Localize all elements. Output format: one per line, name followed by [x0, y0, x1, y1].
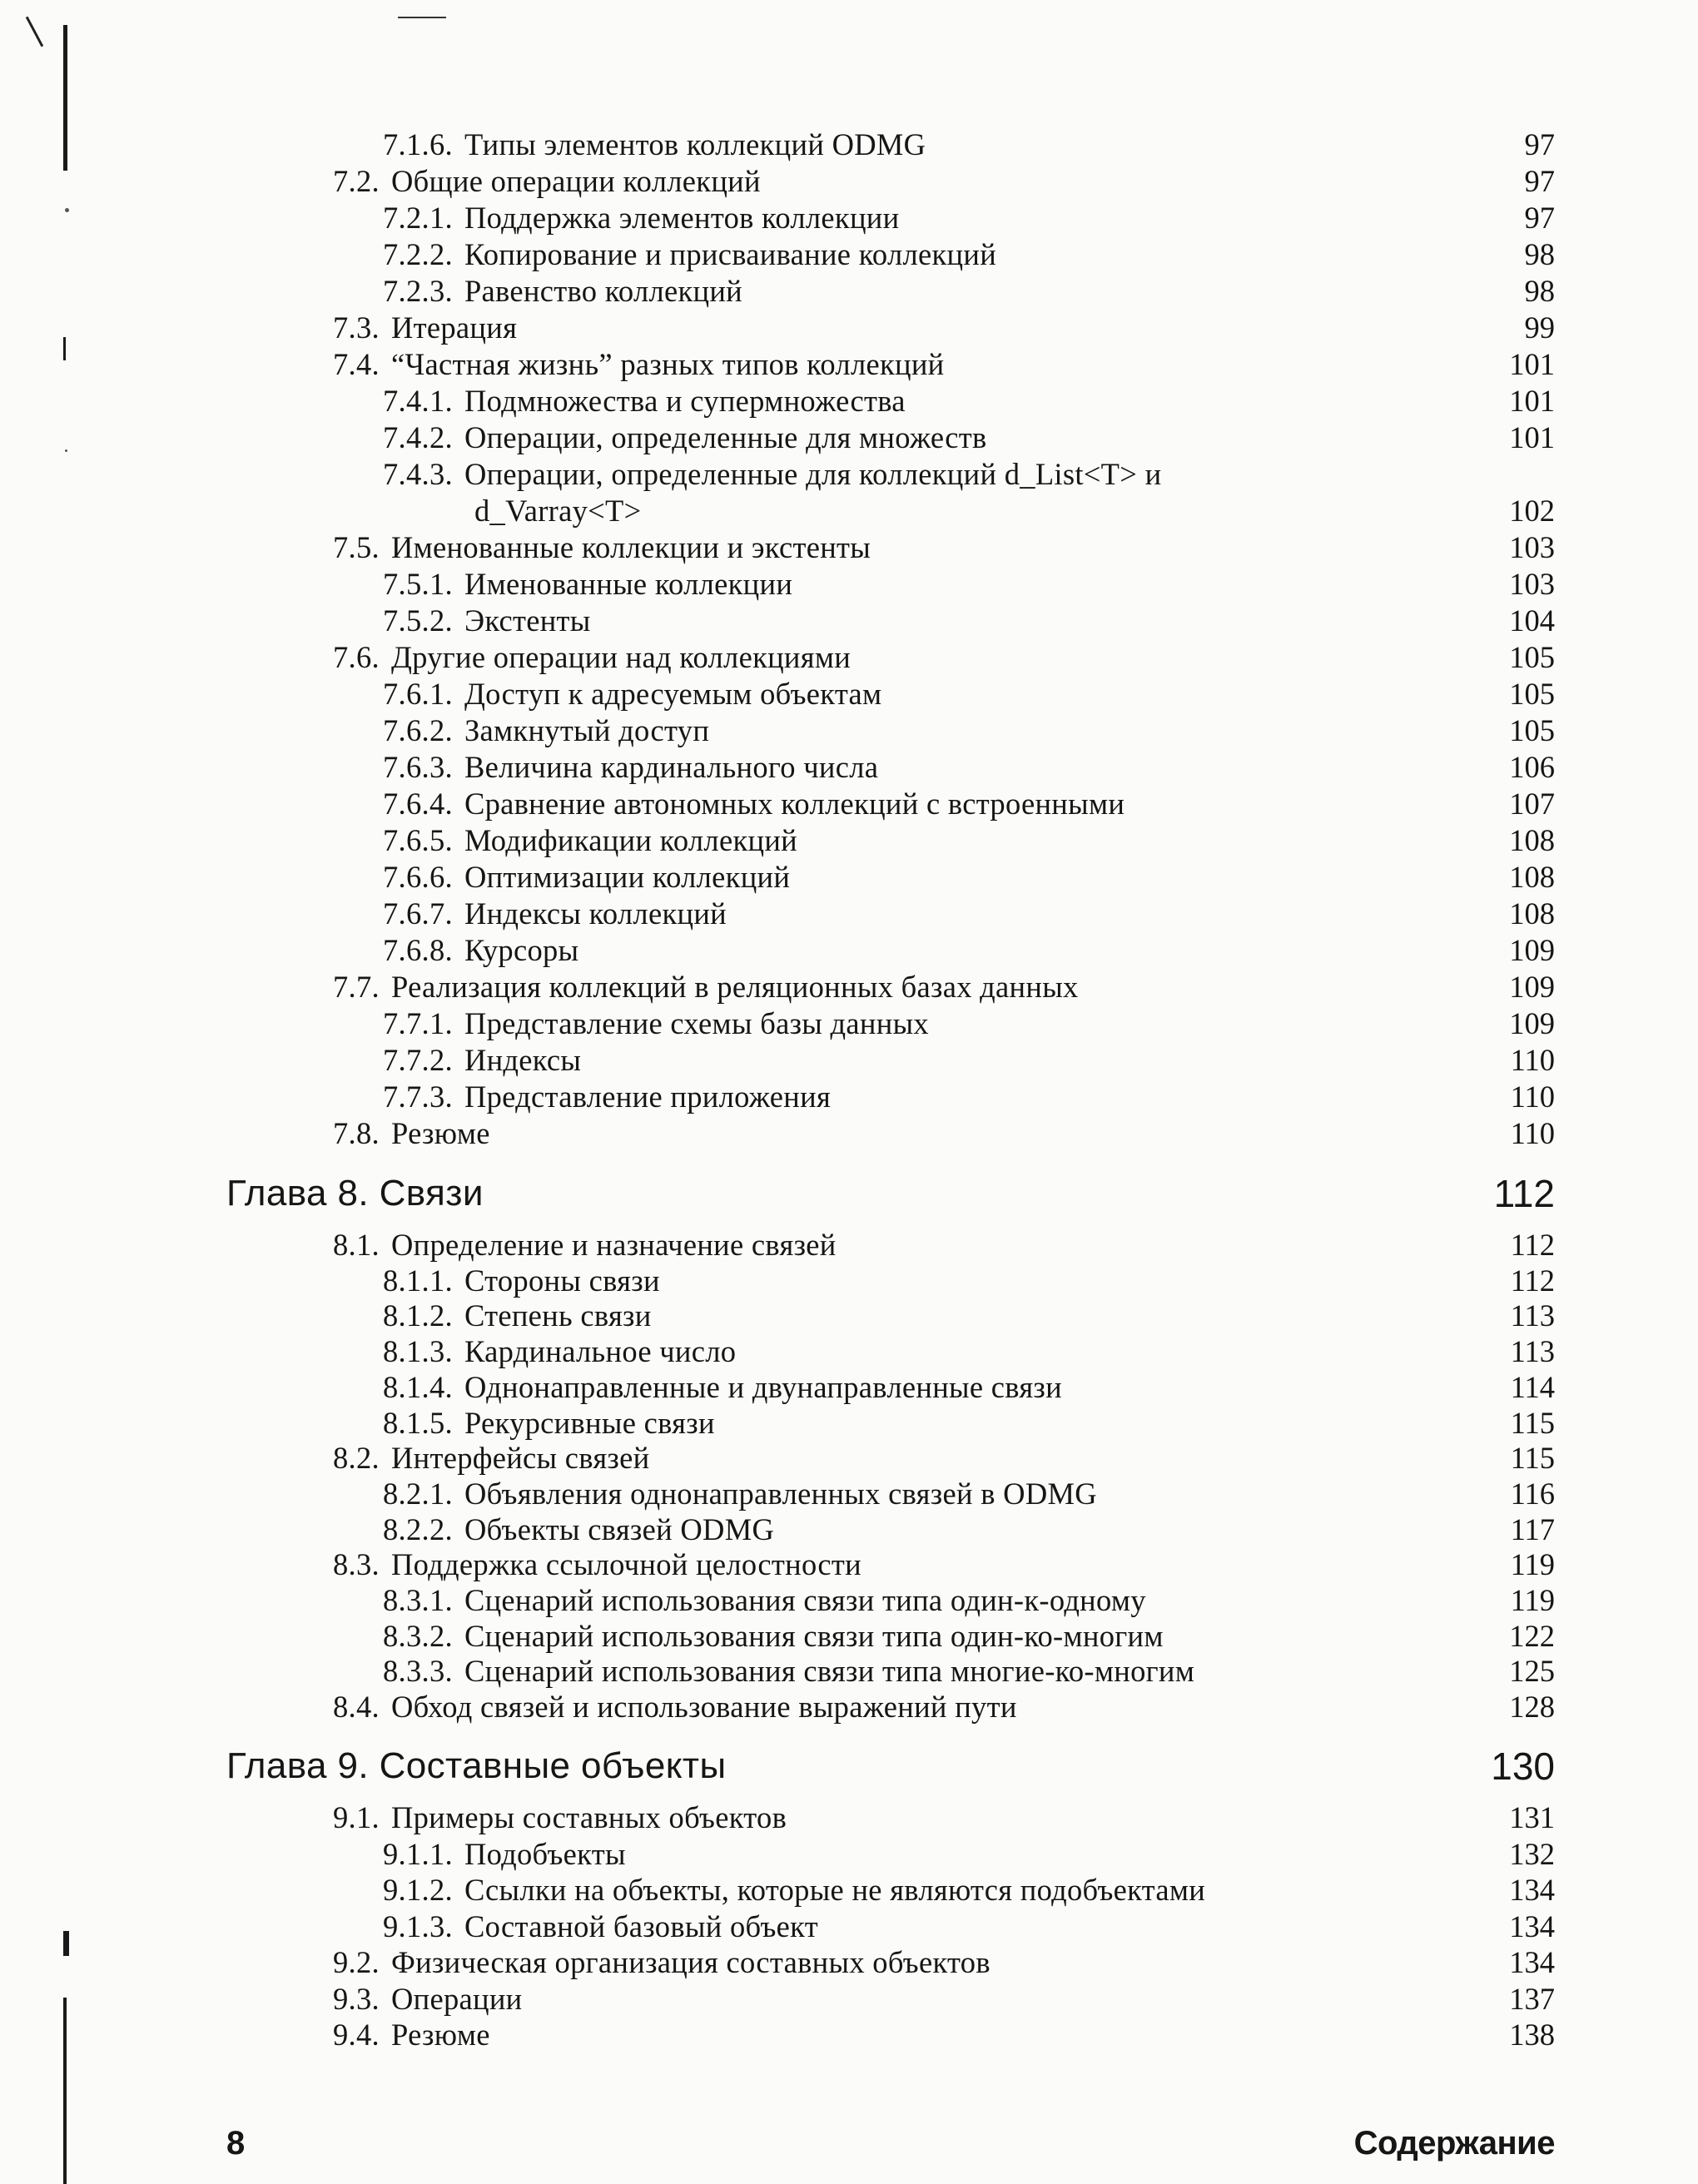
toc-entry-number: 8.2.1. [383, 1476, 453, 1511]
toc-entry[interactable] [383, 1079, 831, 1115]
toc-entry[interactable] [383, 1005, 929, 1042]
toc-entry-page: 105 [1509, 713, 1555, 747]
toc-entry-number: 7.6.6. [383, 860, 453, 894]
toc-entry-number: 7.7.3. [383, 1080, 453, 1114]
footer-running-title: Содержание [1353, 2125, 1555, 2162]
toc-entry-page: 102 [1509, 494, 1555, 528]
toc-entry-number: 8.2.2. [383, 1511, 453, 1546]
toc-entry-title: Подобъекты [464, 1836, 626, 1871]
toc-entry-number: 7.5. [333, 530, 380, 564]
toc-entry-page: 106 [1509, 750, 1555, 784]
footer-page-number: 8 [226, 2125, 246, 2162]
toc-entry-number: 8.1.4. [383, 1369, 453, 1404]
toc-entry-number: 7.6.1. [383, 677, 453, 711]
toc-entry-title: Модификации коллекций [464, 823, 797, 857]
toc-entry-number: 7.4. [333, 347, 380, 381]
toc-entry[interactable] [333, 163, 761, 200]
toc-entry[interactable] [383, 1298, 652, 1334]
toc-entry-page: 134 [1509, 1909, 1555, 1943]
toc-entry[interactable] [383, 200, 899, 236]
toc-entry-title: “Частная жизнь” разных типов коллекций [390, 347, 945, 381]
toc-entry-page: 112 [1510, 1263, 1555, 1298]
toc-entry-title: Типы элементов коллекций ODMG [464, 127, 926, 161]
toc-entry-page: 114 [1510, 1369, 1555, 1404]
toc-entry-title: Примеры составных объектов [390, 1800, 787, 1834]
toc-entry-title: Ссылки на объекты, которые не являются подобъектами [464, 1873, 1206, 1907]
toc-entry[interactable] [383, 566, 792, 603]
toc-entry-page: 97 [1524, 127, 1555, 161]
toc-entry-number: 8.1. [333, 1228, 380, 1262]
toc-entry-title: Индексы [464, 1043, 582, 1077]
toc-entry-number: 7.2. [333, 164, 380, 198]
toc-entry[interactable] [333, 1440, 649, 1477]
toc-entry[interactable] [333, 1546, 861, 1583]
toc-entry-page: 109 [1509, 933, 1555, 967]
toc-entry-title: Объявления однонаправленных связей в ODMG [464, 1476, 1097, 1511]
toc-entry-title: Величина кардинального числа [464, 750, 879, 784]
chapter-8-page: 112 [1493, 1172, 1555, 1215]
toc-entry-page: 104 [1509, 603, 1555, 638]
toc-entry-page: 122 [1509, 1618, 1555, 1653]
toc-entry-page: 97 [1524, 164, 1555, 198]
toc-entry[interactable] [333, 346, 945, 383]
toc-entry-title: Степень связи [464, 1298, 652, 1333]
toc-entry-number: 7.3. [333, 310, 380, 345]
toc-entry-title: Обход связей и использование выражений пути [390, 1690, 1017, 1725]
toc-entry-page: 116 [1510, 1476, 1555, 1511]
toc-entry-continuation: d_Varray<T> [474, 494, 642, 528]
toc-entry-title: Объекты связей ODMG [464, 1511, 775, 1546]
toc-entry-title: Доступ к адресуемым объектам [464, 677, 882, 711]
toc-entry-page: 110 [1510, 1043, 1555, 1077]
toc-entry-title: Экстенты [464, 603, 591, 638]
toc-entry-number: 7.6.3. [383, 750, 453, 784]
toc-entry-number: 8.3.3. [383, 1654, 453, 1689]
toc-entry-title: Сценарий использования связи типа один-ко-многим [464, 1618, 1164, 1653]
toc-entry-title: Составной базовый объект [464, 1909, 818, 1943]
toc-entry-number: 8.3.1. [383, 1583, 453, 1617]
toc-entry-number: 7.1.6. [383, 127, 453, 161]
toc-entry-number: 7.5.2. [383, 603, 453, 638]
toc-entry-number: 8.2. [333, 1441, 380, 1476]
toc-entry-title: Физическая организация составных объектов [390, 1945, 990, 1979]
toc-entry-title: Сравнение автономных коллекций с встроенными [464, 787, 1125, 821]
toc-entry[interactable] [383, 456, 1161, 493]
toc-entry-title: Копирование и присваивание коллекций [464, 237, 997, 271]
toc-entry-title: Представление схемы базы данных [464, 1006, 929, 1040]
toc-entry-number: 8.1.5. [383, 1405, 453, 1440]
toc-entry-number: 7.8. [333, 1116, 380, 1150]
toc-entry-number: 7.6.2. [383, 713, 453, 747]
toc-entry-number: 7.7. [333, 970, 380, 1004]
toc-entry-number: 7.6.5. [383, 823, 453, 857]
toc-entry-page: 134 [1509, 1945, 1555, 1979]
toc-entry-page: 125 [1509, 1654, 1555, 1689]
toc-entry[interactable] [383, 1511, 774, 1548]
toc-entry-page: 108 [1509, 823, 1555, 857]
toc-entry-title: Определение и назначение связей [390, 1228, 837, 1262]
toc-entry-number: 7.6. [333, 640, 380, 674]
toc-entry-title: Однонаправленные и двунаправленные связи [464, 1369, 1062, 1404]
toc-entry-number: 8.1.3. [383, 1334, 453, 1369]
toc-entry-title: Интерфейсы связей [390, 1441, 650, 1476]
toc-entry-page: 101 [1509, 384, 1555, 418]
toc-entry-page: 113 [1510, 1334, 1555, 1369]
toc-entry[interactable] [333, 1981, 523, 2018]
toc-entry[interactable] [333, 2017, 490, 2053]
toc-entry-title: Сценарий использования связи типа многие-ко-многим [464, 1654, 1195, 1689]
toc-entry[interactable] [383, 786, 1125, 822]
toc-entry-page: 103 [1509, 530, 1555, 564]
toc-entry-page: 132 [1509, 1836, 1555, 1871]
toc-entry-page: 98 [1524, 274, 1555, 308]
toc-entry-number: 7.2.3. [383, 274, 453, 308]
toc-entry-number: 8.3. [333, 1547, 380, 1582]
toc-entry[interactable] [333, 310, 517, 346]
toc-entry-title: Подмножества и супермножества [464, 384, 906, 418]
toc-entry-title: Сценарий использования связи типа один-к-одному [464, 1583, 1146, 1617]
toc-entry[interactable] [333, 1115, 490, 1152]
toc-entry-title: Оптимизации коллекций [464, 860, 791, 894]
toc-entry-title: Итерация [390, 310, 518, 345]
toc-entry-page: 105 [1509, 677, 1555, 711]
toc-entry-title: Именованные коллекции и экстенты [390, 530, 871, 564]
toc-entry-title: Именованные коллекции [464, 567, 793, 601]
chapter-8-title[interactable]: Глава 8. Связи [226, 1173, 484, 1214]
chapter-9-title[interactable]: Глава 9. Составные объекты [226, 1745, 727, 1786]
toc-entry[interactable] [383, 383, 906, 419]
toc-entry-title: Операции, определенные для множеств [464, 420, 987, 454]
toc-entry-page: 101 [1509, 420, 1555, 454]
toc-entry-number: 9.2. [333, 1945, 380, 1979]
toc-entry-page: 119 [1510, 1547, 1555, 1582]
toc-entry-number: 8.1.2. [383, 1298, 453, 1333]
toc-entry-number: 7.2.1. [383, 201, 453, 235]
toc-entry[interactable] [383, 749, 878, 786]
toc-entry[interactable] [383, 1836, 626, 1873]
toc-entry[interactable] [383, 712, 709, 749]
toc-entry[interactable] [383, 822, 797, 859]
toc-entry-title: Индексы коллекций [464, 896, 727, 931]
toc-entry[interactable] [383, 1618, 1164, 1655]
toc-entry-number: 7.4.2. [383, 420, 453, 454]
toc-entry[interactable] [333, 1944, 990, 1981]
toc-entry-number: 7.4.1. [383, 384, 453, 418]
toc-entry-title: Операции, определенные для коллекций d_List<T> и [464, 457, 1162, 491]
toc-entry[interactable] [383, 1369, 1062, 1406]
toc-entry-number: 7.7.1. [383, 1006, 453, 1040]
toc-entry[interactable] [333, 1799, 787, 1836]
toc-entry-title: Представление приложения [464, 1080, 832, 1114]
toc-entry[interactable] [383, 859, 790, 896]
toc-entry-title: Рекурсивные связи [464, 1405, 715, 1440]
toc-entry[interactable] [383, 1042, 581, 1079]
toc-entry-title: Реализация коллекций в реляционных базах данных [390, 970, 1079, 1004]
toc-entry[interactable] [333, 969, 1079, 1005]
toc-entry-page: 101 [1509, 347, 1555, 381]
toc-entry-title: Равенство коллекций [464, 274, 743, 308]
toc-entry-number: 7.4.3. [383, 457, 453, 491]
toc-entry[interactable] [383, 236, 996, 273]
toc-entry[interactable] [383, 1582, 1146, 1619]
toc-entry-page: 105 [1509, 640, 1555, 674]
toc-entry[interactable] [383, 1872, 1205, 1909]
toc-entry[interactable] [383, 1405, 715, 1442]
toc-entry-title: Поддержка ссылочной целостности [390, 1547, 862, 1582]
toc-entry-number: 7.6.7. [383, 896, 453, 931]
toc-entry[interactable] [383, 273, 742, 310]
toc-entry[interactable] [383, 1263, 660, 1299]
toc-entry-page: 119 [1510, 1583, 1555, 1617]
toc-entry-number: 9.1.2. [383, 1873, 453, 1907]
toc-entry-page: 117 [1510, 1511, 1555, 1546]
toc-entry[interactable] [383, 932, 578, 969]
toc-entry-title: Стороны связи [464, 1263, 660, 1298]
toc-entry-number: 9.1.1. [383, 1836, 453, 1871]
toc-entry-page: 115 [1510, 1405, 1555, 1440]
toc-entry[interactable] [383, 1909, 818, 1945]
toc-entry-title: Замкнутый доступ [464, 713, 710, 747]
toc-entry-page: 108 [1509, 896, 1555, 931]
toc-entry-title: Резюме [390, 2018, 490, 2052]
toc-entry[interactable] [383, 896, 727, 932]
toc-entry-number: 9.1.3. [383, 1909, 453, 1943]
chapter-9-page: 130 [1491, 1745, 1555, 1788]
toc-entry-title: Другие операции над коллекциями [390, 640, 851, 674]
toc-entry-page: 103 [1509, 567, 1555, 601]
toc-entry[interactable] [383, 1333, 736, 1370]
toc-entry-number: 9.4. [333, 2018, 380, 2052]
toc-entry-page: 138 [1509, 2018, 1555, 2052]
toc-entry-title: Поддержка элементов коллекции [464, 201, 900, 235]
toc-entry-page: 99 [1524, 310, 1555, 345]
toc-entry-title: Операции [390, 1981, 523, 2016]
toc-entry-page: 108 [1509, 860, 1555, 894]
toc-entry-number: 9.1. [333, 1800, 380, 1834]
toc-entry-page: 112 [1510, 1228, 1555, 1262]
toc-entry-number: 7.7.2. [383, 1043, 453, 1077]
toc-entry-number: 7.2.2. [383, 237, 453, 271]
toc-entry[interactable] [383, 1653, 1194, 1690]
toc-entry-number: 8.1.1. [383, 1263, 453, 1298]
toc-entry-page: 115 [1510, 1441, 1555, 1476]
toc-entry-page: 97 [1524, 201, 1555, 235]
toc-entry-title: Общие операции коллекций [390, 164, 761, 198]
toc-entry-page: 107 [1509, 787, 1555, 821]
toc-entry-page: 128 [1509, 1690, 1555, 1725]
toc-entry-page: 134 [1509, 1873, 1555, 1907]
toc-entry-title: Курсоры [464, 933, 579, 967]
toc-entry[interactable] [333, 529, 871, 566]
toc-entry-number: 9.3. [333, 1981, 380, 2016]
toc-entry[interactable] [383, 603, 591, 639]
toc-entry[interactable] [333, 1227, 837, 1263]
toc-entry-page: 131 [1509, 1800, 1555, 1834]
toc-entry-page: 110 [1510, 1080, 1555, 1114]
toc-entry-number: 7.5.1. [383, 567, 453, 601]
toc-entry-page: 110 [1510, 1116, 1555, 1150]
toc-entry[interactable] [383, 1476, 1097, 1512]
toc-entry-page: 109 [1509, 970, 1555, 1004]
toc-entry-page: 98 [1524, 237, 1555, 271]
toc-entry-number: 7.6.8. [383, 933, 453, 967]
toc-entry-page: 137 [1509, 1981, 1555, 2016]
toc-entry-title: Кардинальное число [464, 1334, 737, 1369]
toc-entry-title: Резюме [390, 1116, 490, 1150]
toc-entry[interactable] [383, 419, 987, 456]
toc-entry[interactable] [333, 1689, 1017, 1725]
toc-entry[interactable] [383, 676, 881, 712]
toc-entry-page: 113 [1510, 1298, 1555, 1333]
toc-entry-number: 8.4. [333, 1690, 380, 1725]
toc-entry-number: 7.6.4. [383, 787, 453, 821]
toc-entry[interactable] [383, 127, 926, 163]
toc-entry[interactable] [333, 639, 851, 676]
toc-entry-number: 8.3.2. [383, 1618, 453, 1653]
toc-entry-page: 109 [1509, 1006, 1555, 1040]
